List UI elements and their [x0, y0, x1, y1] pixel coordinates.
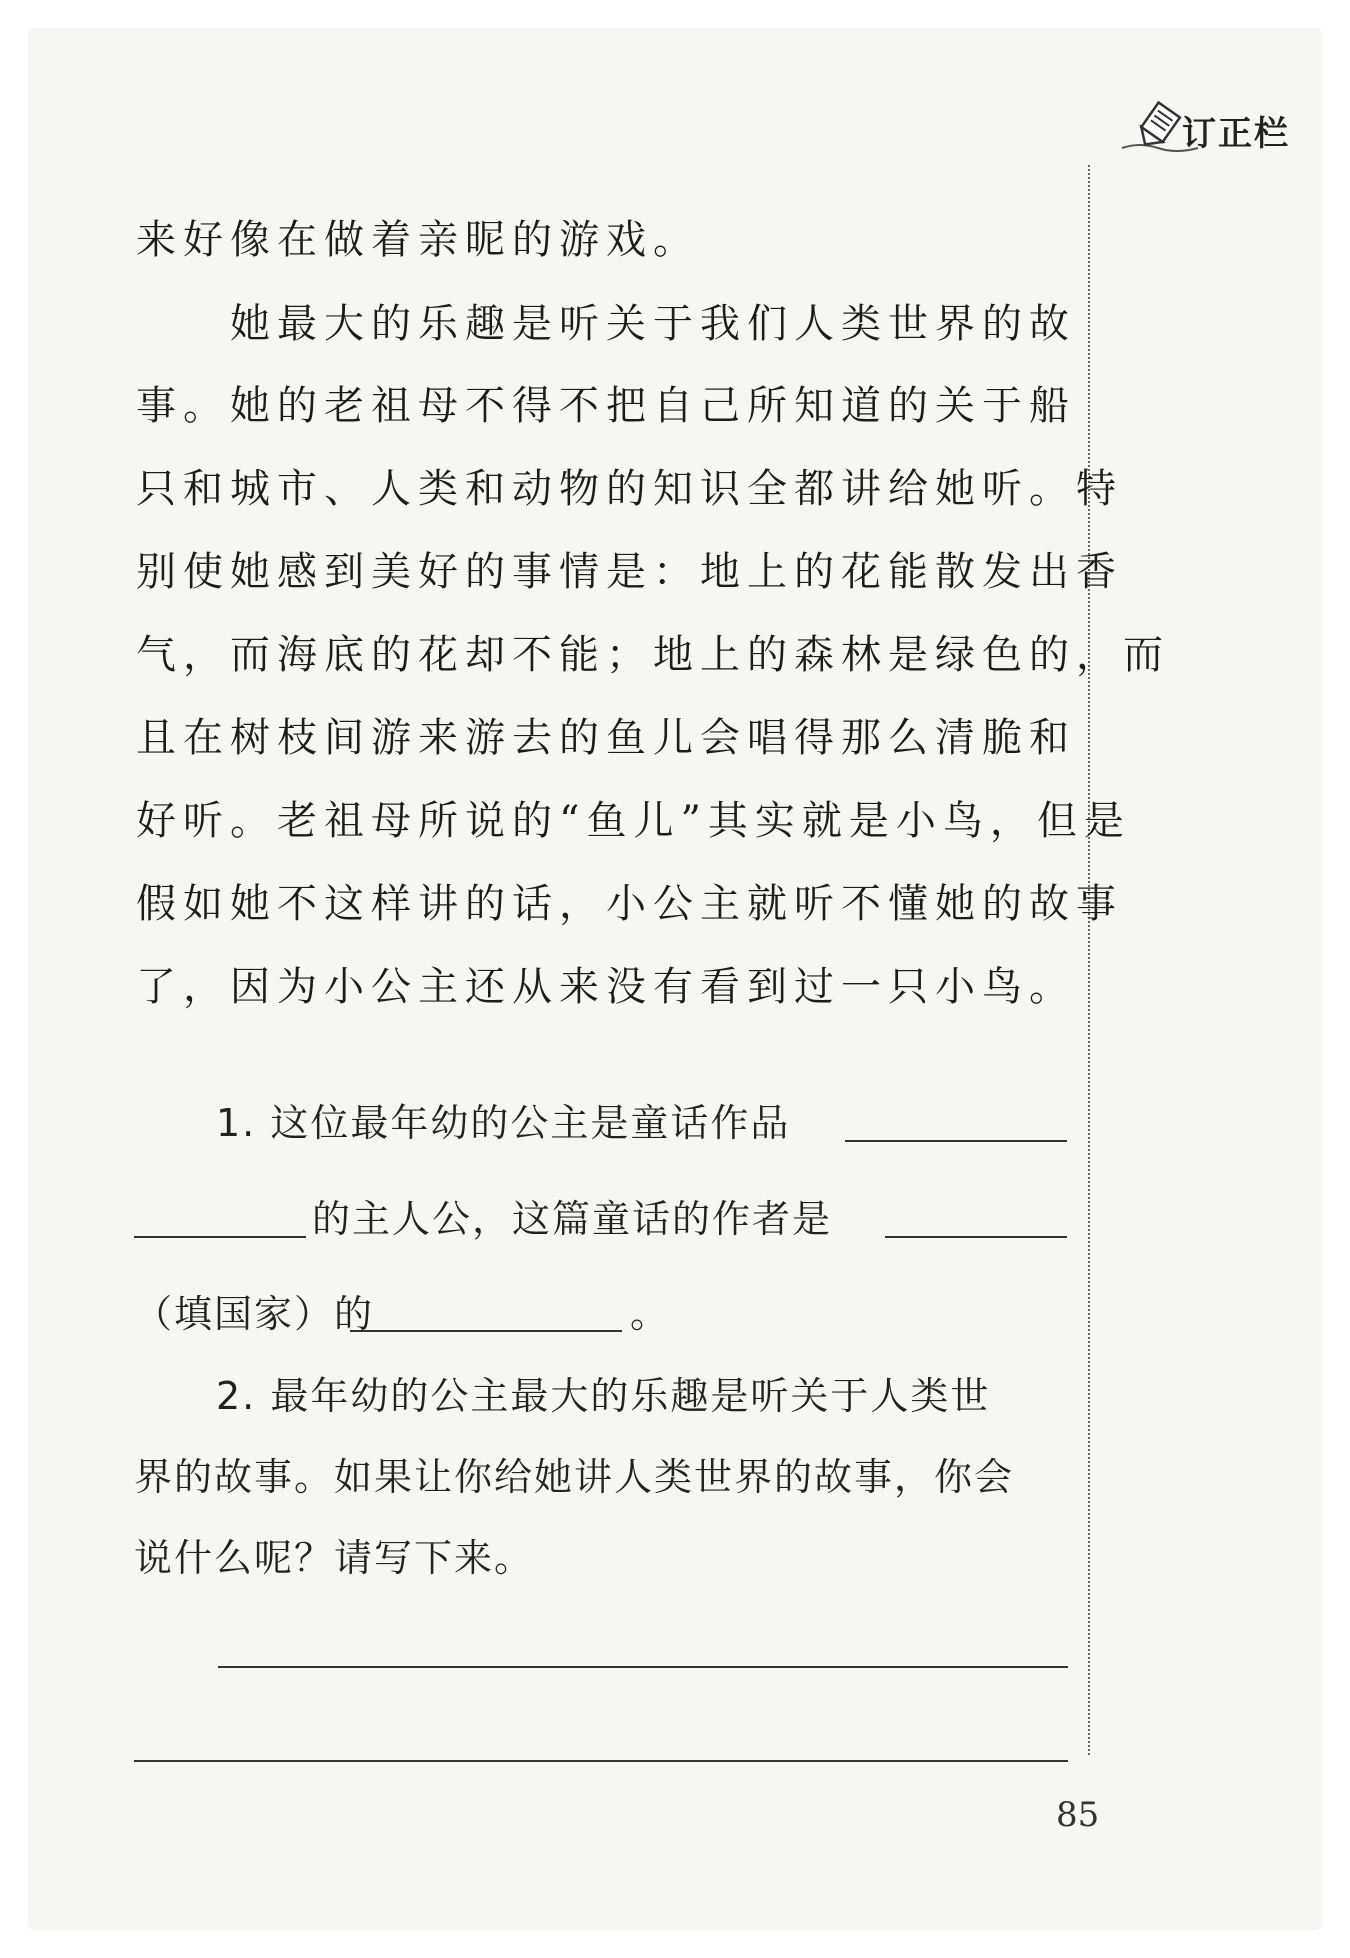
question-1-text: （填国家）的: [134, 1292, 375, 1336]
question-2-text: 说什么呢？请写下来。: [134, 1536, 535, 1580]
question-1-text: 1. 这位最年幼的公主是童话作品: [216, 1101, 791, 1145]
answer-blank-work-title-continued[interactable]: [134, 1236, 306, 1238]
answer-line[interactable]: [218, 1666, 1068, 1668]
answer-line[interactable]: [134, 1760, 1068, 1762]
passage-line: 来好像在做着亲昵的游戏。: [136, 217, 700, 263]
passage-line: 她最大的乐趣是听关于我们人类世界的故: [230, 301, 1076, 347]
question-2-text: 2. 最年幼的公主最大的乐趣是听关于人类世: [216, 1374, 991, 1418]
passage-line: 假如她不这样讲的话，小公主就听不懂她的故事: [136, 881, 1123, 927]
passage-line: 事。她的老祖母不得不把自己所知道的关于船: [136, 383, 1076, 429]
passage-line: 好听。老祖母所说的“鱼儿”其实就是小鸟，但是: [136, 798, 1131, 844]
correction-divider: [1088, 165, 1090, 1755]
answer-blank-author-name[interactable]: [350, 1330, 622, 1332]
question-1-text: 的主人公，这篇童话的作者是: [312, 1197, 833, 1241]
passage-line: 气，而海底的花却不能；地上的森林是绿色的，而: [136, 632, 1170, 678]
question-2-text: 界的故事。如果让你给她讲人类世界的故事，你会: [134, 1455, 1015, 1499]
passage-line: 只和城市、人类和动物的知识全都讲给她听。特: [136, 466, 1123, 512]
question-1-text: 。: [630, 1292, 671, 1336]
answer-blank-author-country[interactable]: [885, 1236, 1067, 1238]
passage-line: 且在树枝间游来游去的鱼儿会唱得那么清脆和: [136, 715, 1076, 761]
correction-column-label: 订正栏: [1182, 114, 1290, 154]
passage-line: 别使她感到美好的事情是：地上的花能散发出香: [136, 549, 1123, 595]
passage-line: 了，因为小公主还从来没有看到过一只小鸟。: [136, 964, 1076, 1010]
page-number: 85: [1056, 1795, 1100, 1835]
answer-blank-work-title[interactable]: [845, 1140, 1067, 1142]
correction-column-header: [1120, 98, 1330, 158]
